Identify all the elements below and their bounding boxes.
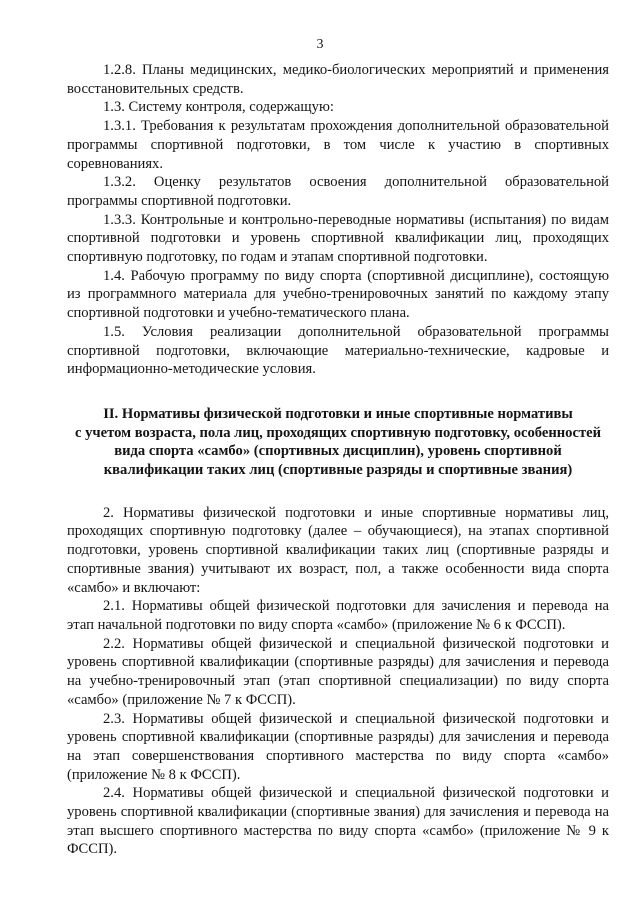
heading-line: с учетом возраста, пола лиц, проходящих спортивную подготовку, особенностей: [75, 424, 601, 441]
heading-line: вида спорта «самбо» (спортивных дисциплин), уровень спортивной: [114, 443, 562, 460]
paragraph-1-3: 1.3. Систему контроля, содержащую:: [103, 99, 334, 116]
section-heading: [67, 405, 609, 480]
paragraph-1-3-3: 1.3.3. Контрольные и контрольно-переводные нормативы (испытания) по видам спортивной подготовки и уровень спортивной квалификации лиц, проходящих спортивную подготовку, по годам и этапам спортивной подготовки.: [67, 211, 609, 266]
paragraph-1-3-2: 1.3.2. Оценку результатов освоения дополнительной образовательной программы спортивной подготовки.: [67, 174, 609, 209]
paragraph-2-4: 2.4. Нормативы общей физической и специальной физической подготовки и уровень спортивной квалификации (спортивные звания) для зачисления и перевода на этап высшего спортивного мастерства по виду спорта «самбо» (приложение № 9 к ФССП).: [67, 785, 609, 858]
paragraph-1-4: 1.4. Рабочую программу по виду спорта (спортивной дисциплине), состоящую из программного материала для учебно-тренировочных занятий по каждому этапу спортивной подготовки и учебно-тематического плана.: [67, 267, 609, 322]
document-body: [67, 61, 609, 859]
paragraph-1-5: 1.5. Условия реализации дополнительной образовательной программы спортивной подготовки, включающие материально-технические, кадровые и информационно-методические условия.: [67, 323, 609, 378]
page-number: 3: [316, 37, 324, 52]
paragraph-1-2-8: 1.2.8. Планы медицинских, медико-биологических мероприятий и применения восстановительных средств.: [67, 62, 609, 97]
paragraph-2: 2. Нормативы физической подготовки и иные спортивные нормативы лиц, проходящих спортивную подготовку (далее – обучающиеся), на этапах спортивной подготовки, уровень спортивной квалификации таких лиц (спортивные разряды и спортивные звания) учитывают их возраст, пол, а также особенности вида спорта «самбо» и включают:: [67, 504, 609, 596]
heading-line: квалификации таких лиц (спортивные разряды и спортивные звания): [103, 462, 573, 479]
paragraph-2-3: 2.3. Нормативы общей физической и специальной физической подготовки и уровень спортивной квалификации (спортивные разряды) для зачисления и перевода на этап совершенствования спортивного мастерства по виду спорта «самбо» (приложение № 8 к ФССП).: [67, 710, 609, 783]
paragraph-1-3-1: 1.3.1. Требования к результатам прохождения дополнительной образовательной программы спортивной подготовки, в том числе к участию в спортивных соревнованиях.: [67, 118, 609, 172]
paragraph-2-2: 2.2. Нормативы общей физической и специальной физической подготовки и уровень спортивной квалификации (спортивные разряды) для зачисления и перевода на учебно-тренировочный этап (этап спортивной специализации) по виду спорта «самбо» (приложение № 7 к ФССП).: [67, 635, 609, 708]
paragraph-2-1: 2.1. Нормативы общей физической подготовки для зачисления и перевода на этап начальной подготовки по виду спорта «самбо» (приложение № 6 к ФССП).: [67, 598, 609, 633]
heading-line: II. Нормативы физической подготовки и иные спортивные нормативы: [103, 405, 573, 422]
